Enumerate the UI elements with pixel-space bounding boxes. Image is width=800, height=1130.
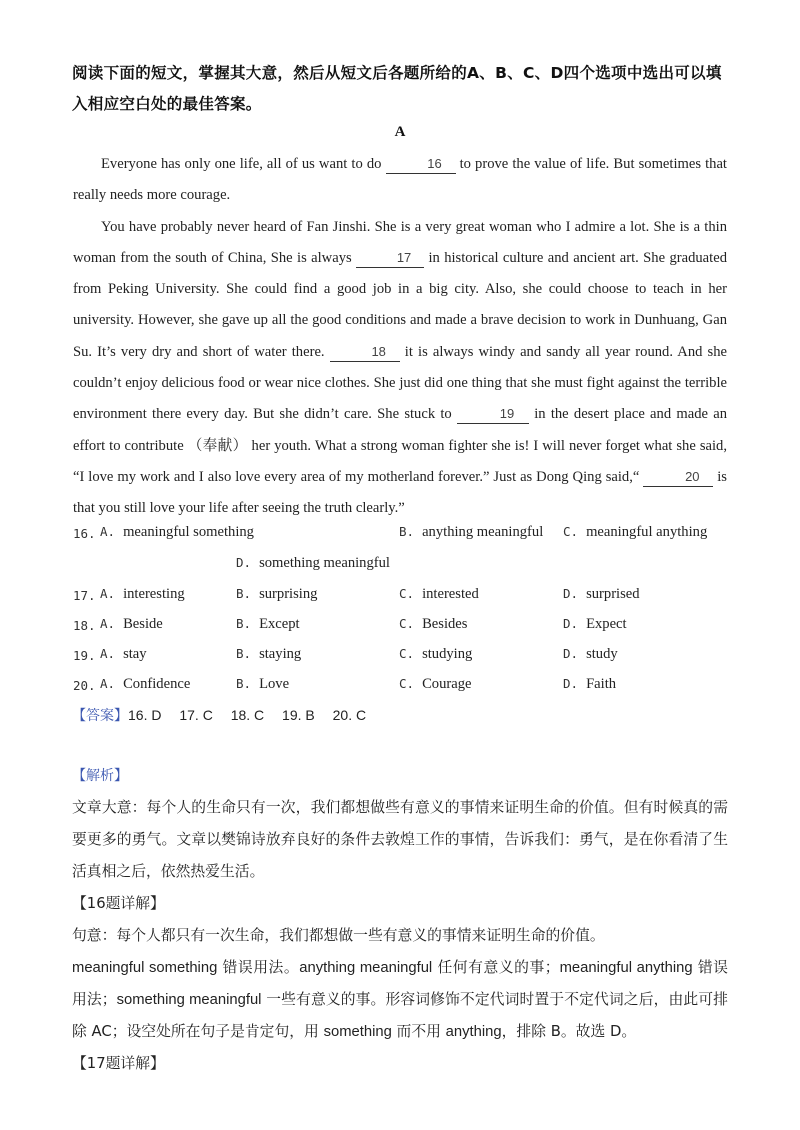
question-16 [73,520,733,551]
option-20-c[interactable]: C. Courage [399,676,472,692]
passage-paragraph-2 [73,212,727,525]
analysis-section [72,760,728,1080]
option-20-a[interactable]: A. Confidence [100,676,191,692]
option-19-d[interactable]: D. study [563,646,618,662]
option-20-d[interactable]: D. Faith [563,676,617,692]
question-number: 17. [73,588,96,603]
instruction-text: 阅读下面的短文，掌握其大意，然后从短文后各题所给的A、B、C、D四个选项中选出可以填入相应空白处的最佳答案。 [72,64,722,113]
passage-text: it is always windy and sandy all year round. And she couldn’t enjoy delicious food or wear nice clothes. She just did one thing that she must fight against the terrible environment there every day. But she didn’t care. She stuck to [73,343,727,423]
question-options [73,520,733,702]
option-16-c[interactable]: C. meaningful anything [563,524,708,540]
passage-text: to prove the value of life. But sometimes that really needs more courage. [73,156,727,204]
reading-passage [73,149,727,525]
passage-paragraph-1 [73,149,727,212]
option-16-a[interactable]: A. meaningful something [100,524,254,540]
question-19 [73,642,733,672]
passage-text: in historical culture and ancient art. She graduated from Peking University. She could find a good job in a big city. Also, she could choose to teach in her university. However, she gave up all the good conditions and made a brave decision to work in Dunhuang, Gan Su. It’s very dry and short of water there. [73,249,727,360]
option-17-c[interactable]: C. interested [399,586,479,602]
option-19-b[interactable]: B. staying [236,646,302,662]
option-16-b[interactable]: B. anything meaningful [399,524,544,540]
blank-19: 19 [457,405,529,424]
passage-text: Everyone has only one life, all of us want to do [101,156,382,172]
option-20-b[interactable]: B. Love [236,676,290,692]
question-17 [73,582,733,612]
answer-line [72,705,732,725]
option-17-d[interactable]: D. surprised [563,586,640,602]
question-20 [73,672,733,702]
question-18 [73,612,733,642]
q16-heading: 【16题详解】 [72,895,165,912]
q17-heading: 【17题详解】 [72,1055,165,1072]
question-number: 16. [73,526,96,541]
blank-17: 17 [356,249,424,268]
passage-text: is that you still love your life after seeing the truth clearly.” [73,468,727,517]
option-19-a[interactable]: A. stay [100,646,147,662]
question-16-cont [73,551,733,582]
option-18-d[interactable]: D. Expect [563,616,627,632]
q16-meaning: 句意：每个人都只有一次生命，我们都想做一些有意义的事情来证明生命的价值。 [72,927,605,944]
answer-values: 16. D 17. C 18. C 19. B 20. C [128,707,367,723]
section-title: A [394,124,406,140]
question-number: 19. [73,648,96,663]
blank-16: 16 [386,155,456,174]
article-summary: 文章大意：每个人的生命只有一次，我们都想做些有意义的事情来证明生命的价值。但有时候真的需要更多的勇气。文章以樊锦诗放弃良好的条件去敦煌工作的事情，告诉我们：勇气，是在你看清了生活真相之后，依然热爱生活。 [72,799,728,880]
option-16-d[interactable]: D. something meaningful [236,555,390,571]
question-number: 20. [73,678,96,693]
blank-20: 20 [643,468,713,487]
option-17-a[interactable]: A. interesting [100,586,185,602]
option-18-c[interactable]: C. Besides [399,616,468,632]
q16-explanation: meaningful something 错误用法。anything meaningful 任何有意义的事；meaningful anything 错误用法；something meaningful 一些有意义的事。形容词修饰不定代词时置于不定代词之后，由此可排除 AC；设空处所在句子是肯定句，用 something 而不用 anything，排除 B。故选 D。 [72,959,728,1040]
question-number: 18. [73,618,96,633]
passage-text: You have probably never heard of Fan Jinshi. She is a very great woman who I admire a lot. She is a thin woman from the south of China, She is always [73,218,727,266]
option-17-b[interactable]: B. surprising [236,586,318,602]
passage-text: in the desert place and made an effort to contribute （奉献） her youth. What a strong woman fighter she is! I will never forget what she said, “I love my work and I also love every area of my motherland forever.” Just as Dong Qing said,“ [73,406,727,485]
option-18-a[interactable]: A. Beside [100,616,163,632]
option-19-c[interactable]: C. studying [399,646,473,662]
answer-label: 【答案】 [72,708,128,724]
blank-18: 18 [330,343,400,362]
analysis-label: 【解析】 [72,768,128,784]
option-18-b[interactable]: B. Except [236,616,300,632]
